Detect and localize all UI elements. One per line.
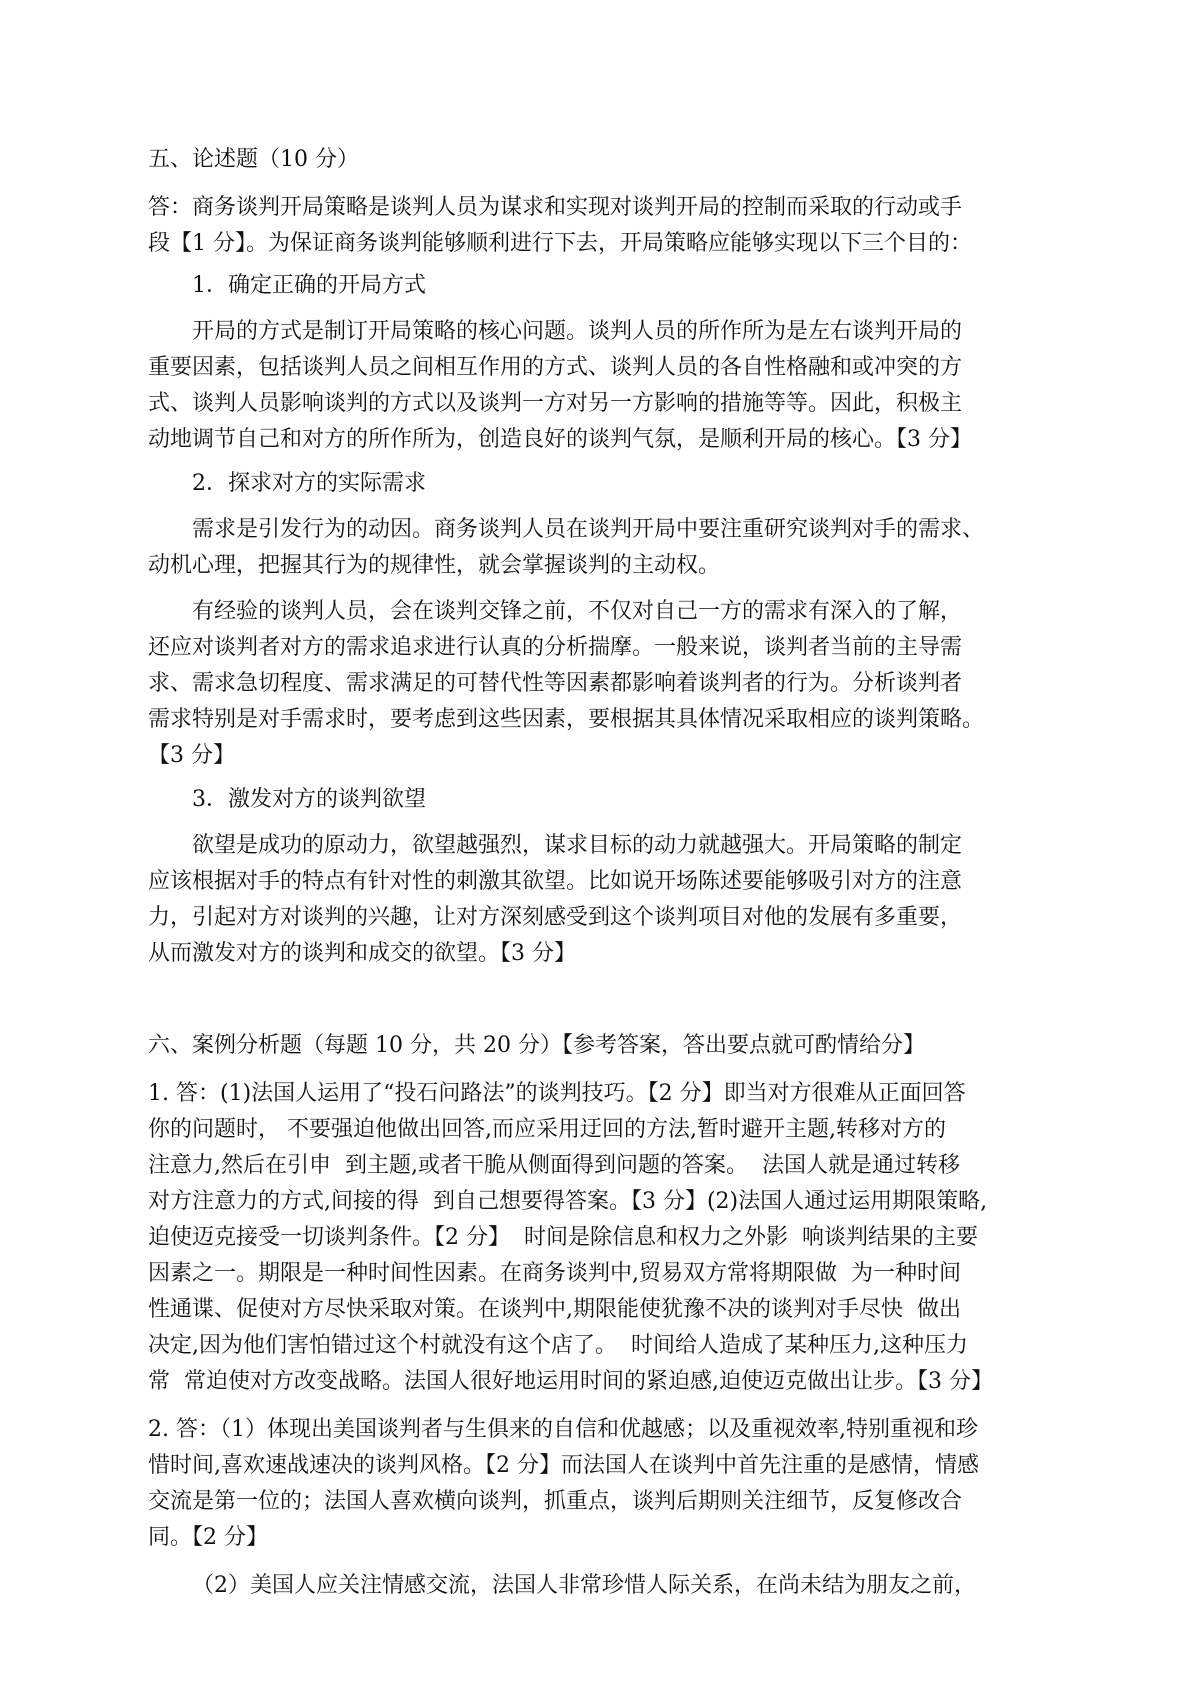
question-2-line-1: 2. 答：（1）体现出美国谈判者与生俱来的自信和优越感；以及重视效率,特别重视和珍 [148, 1417, 978, 1442]
item-3-heading: 3．激发对方的谈判欲望 [192, 787, 426, 812]
document-body [148, 142, 1060, 1604]
question-1-line-1: 1. 答：(1)法国人运用了“投石问路法”的谈判技巧。【2 分】即当对方很难从正面回答 [148, 1081, 966, 1106]
question-2-line-3: 交流是第一位的；法国人喜欢横向谈判，抓重点，谈判后期则关注细节，反复修改合 [148, 1489, 963, 1514]
question-2-line-4: 同。【2 分】 [148, 1525, 268, 1550]
item-3-line-3: 力，引起对方对谈判的兴趣，让对方深刻感受到这个谈判项目对他的发展有多重要， [148, 905, 963, 930]
question-1-line-2: 你的问题时， 不要强迫他做出回答,而应采用迂回的方法,暂时避开主题,转移对方的 [148, 1117, 946, 1142]
question-1-line-4: 对方注意力的方式,间接的得 到自己想要得答案。【3 分】(2)法国人通过运用期限策略, [148, 1189, 988, 1214]
item-2-para-2-line-4: 需求特别是对手需求时，要考虑到这些因素，要根据其具体情况采取相应的谈判策略。 [148, 707, 985, 732]
question-1-line-6: 因素之一。期限是一种时间性因素。在商务谈判中,贸易双方常将期限做 为一种时间 [148, 1261, 961, 1286]
item-2-para-2-line-3: 求、需求急切程度、需求满足的可替代性等因素都影响着谈判者的行为。分析谈判者 [148, 671, 963, 696]
item-3-line-1: 欲望是成功的原动力，欲望越强烈，谋求目标的动力就越强大。开局策略的制定 [192, 833, 963, 858]
question-2-line-2: 惜时间,喜欢速战速决的谈判风格。【2 分】而法国人在谈判中首先注重的是感情，情感 [148, 1453, 979, 1478]
section-6-heading: 六、案例分析题（每题 10 分，共 20 分）【参考答案，答出要点就可酌情给分】 [148, 1033, 925, 1058]
section-5-answer-line-2: 段【1 分】。为保证商务谈判能够顺利进行下去，开局策略应能够实现以下三个目的： [148, 231, 972, 256]
question-1-line-9: 常 常迫使对方改变战略。法国人很好地运用时间的紧迫感,迫使迈克做出让步。【3 分】 [148, 1369, 993, 1394]
item-2-para-1-line-2: 动机心理，把握其行为的规律性，就会掌握谈判的主动权。 [148, 553, 721, 578]
question-1-line-7: 性通谍、促使对方尽快采取对策。在谈判中,期限能使犹豫不决的谈判对手尽快 做出 [148, 1297, 961, 1322]
item-1-line-3: 式、谈判人员影响谈判的方式以及谈判一方对另一方影响的措施等等。因此，积极主 [148, 391, 963, 416]
item-2-para-2-line-1: 有经验的谈判人员，会在谈判交锋之前，不仅对自己一方的需求有深入的了解， [192, 599, 963, 624]
item-2-heading: 2．探求对方的实际需求 [192, 471, 426, 496]
question-2-part-2-line-1: （2）美国人应关注情感交流，法国人非常珍惜人际关系，在尚未结为朋友之前， [192, 1573, 976, 1598]
item-3-line-2: 应该根据对手的特点有针对性的刺激其欲望。比如说开场陈述要能够吸引对方的注意 [148, 869, 963, 894]
item-1-line-1: 开局的方式是制订开局策略的核心问题。谈判人员的所作所为是左右谈判开局的 [192, 319, 963, 344]
item-1-line-4: 动地调节自己和对方的所作所为，创造良好的谈判气氛，是顺利开局的核心。【3 分】 [148, 427, 972, 452]
item-2-para-2-line-2: 还应对谈判者对方的需求追求进行认真的分析揣摩。一般来说，谈判者当前的主导需 [148, 635, 963, 660]
item-2-para-1-line-1: 需求是引发行为的动因。商务谈判人员在谈判开局中要注重研究谈判对手的需求、 [192, 517, 985, 542]
section-5-answer-line-1: 答：商务谈判开局策略是谈判人员为谋求和实现对谈判开局的控制而采取的行动或手 [148, 195, 963, 220]
item-1-heading: 1．确定正确的开局方式 [192, 273, 426, 298]
item-2-para-2-line-5: 【3 分】 [148, 743, 235, 768]
question-1-line-3: 注意力,然后在引申 到主题,或者干脆从侧面得到问题的答案。 法国人就是通过转移 [148, 1153, 960, 1178]
item-1-line-2: 重要因素，包括谈判人员之间相互作用的方式、谈判人员的各自性格融和或冲突的方 [148, 355, 963, 380]
question-1-line-8: 决定,因为他们害怕错过这个村就没有这个店了。 时间给人造成了某种压力,这种压力 [148, 1333, 968, 1358]
question-1-line-5: 迫使迈克接受一切谈判条件。【2 分】 时间是除信息和权力之外影 响谈判结果的主要 [148, 1225, 978, 1250]
item-3-line-4: 从而激发对方的谈判和成交的欲望。【3 分】 [148, 941, 576, 966]
section-5-heading: 五、论述题（10 分） [148, 147, 359, 172]
